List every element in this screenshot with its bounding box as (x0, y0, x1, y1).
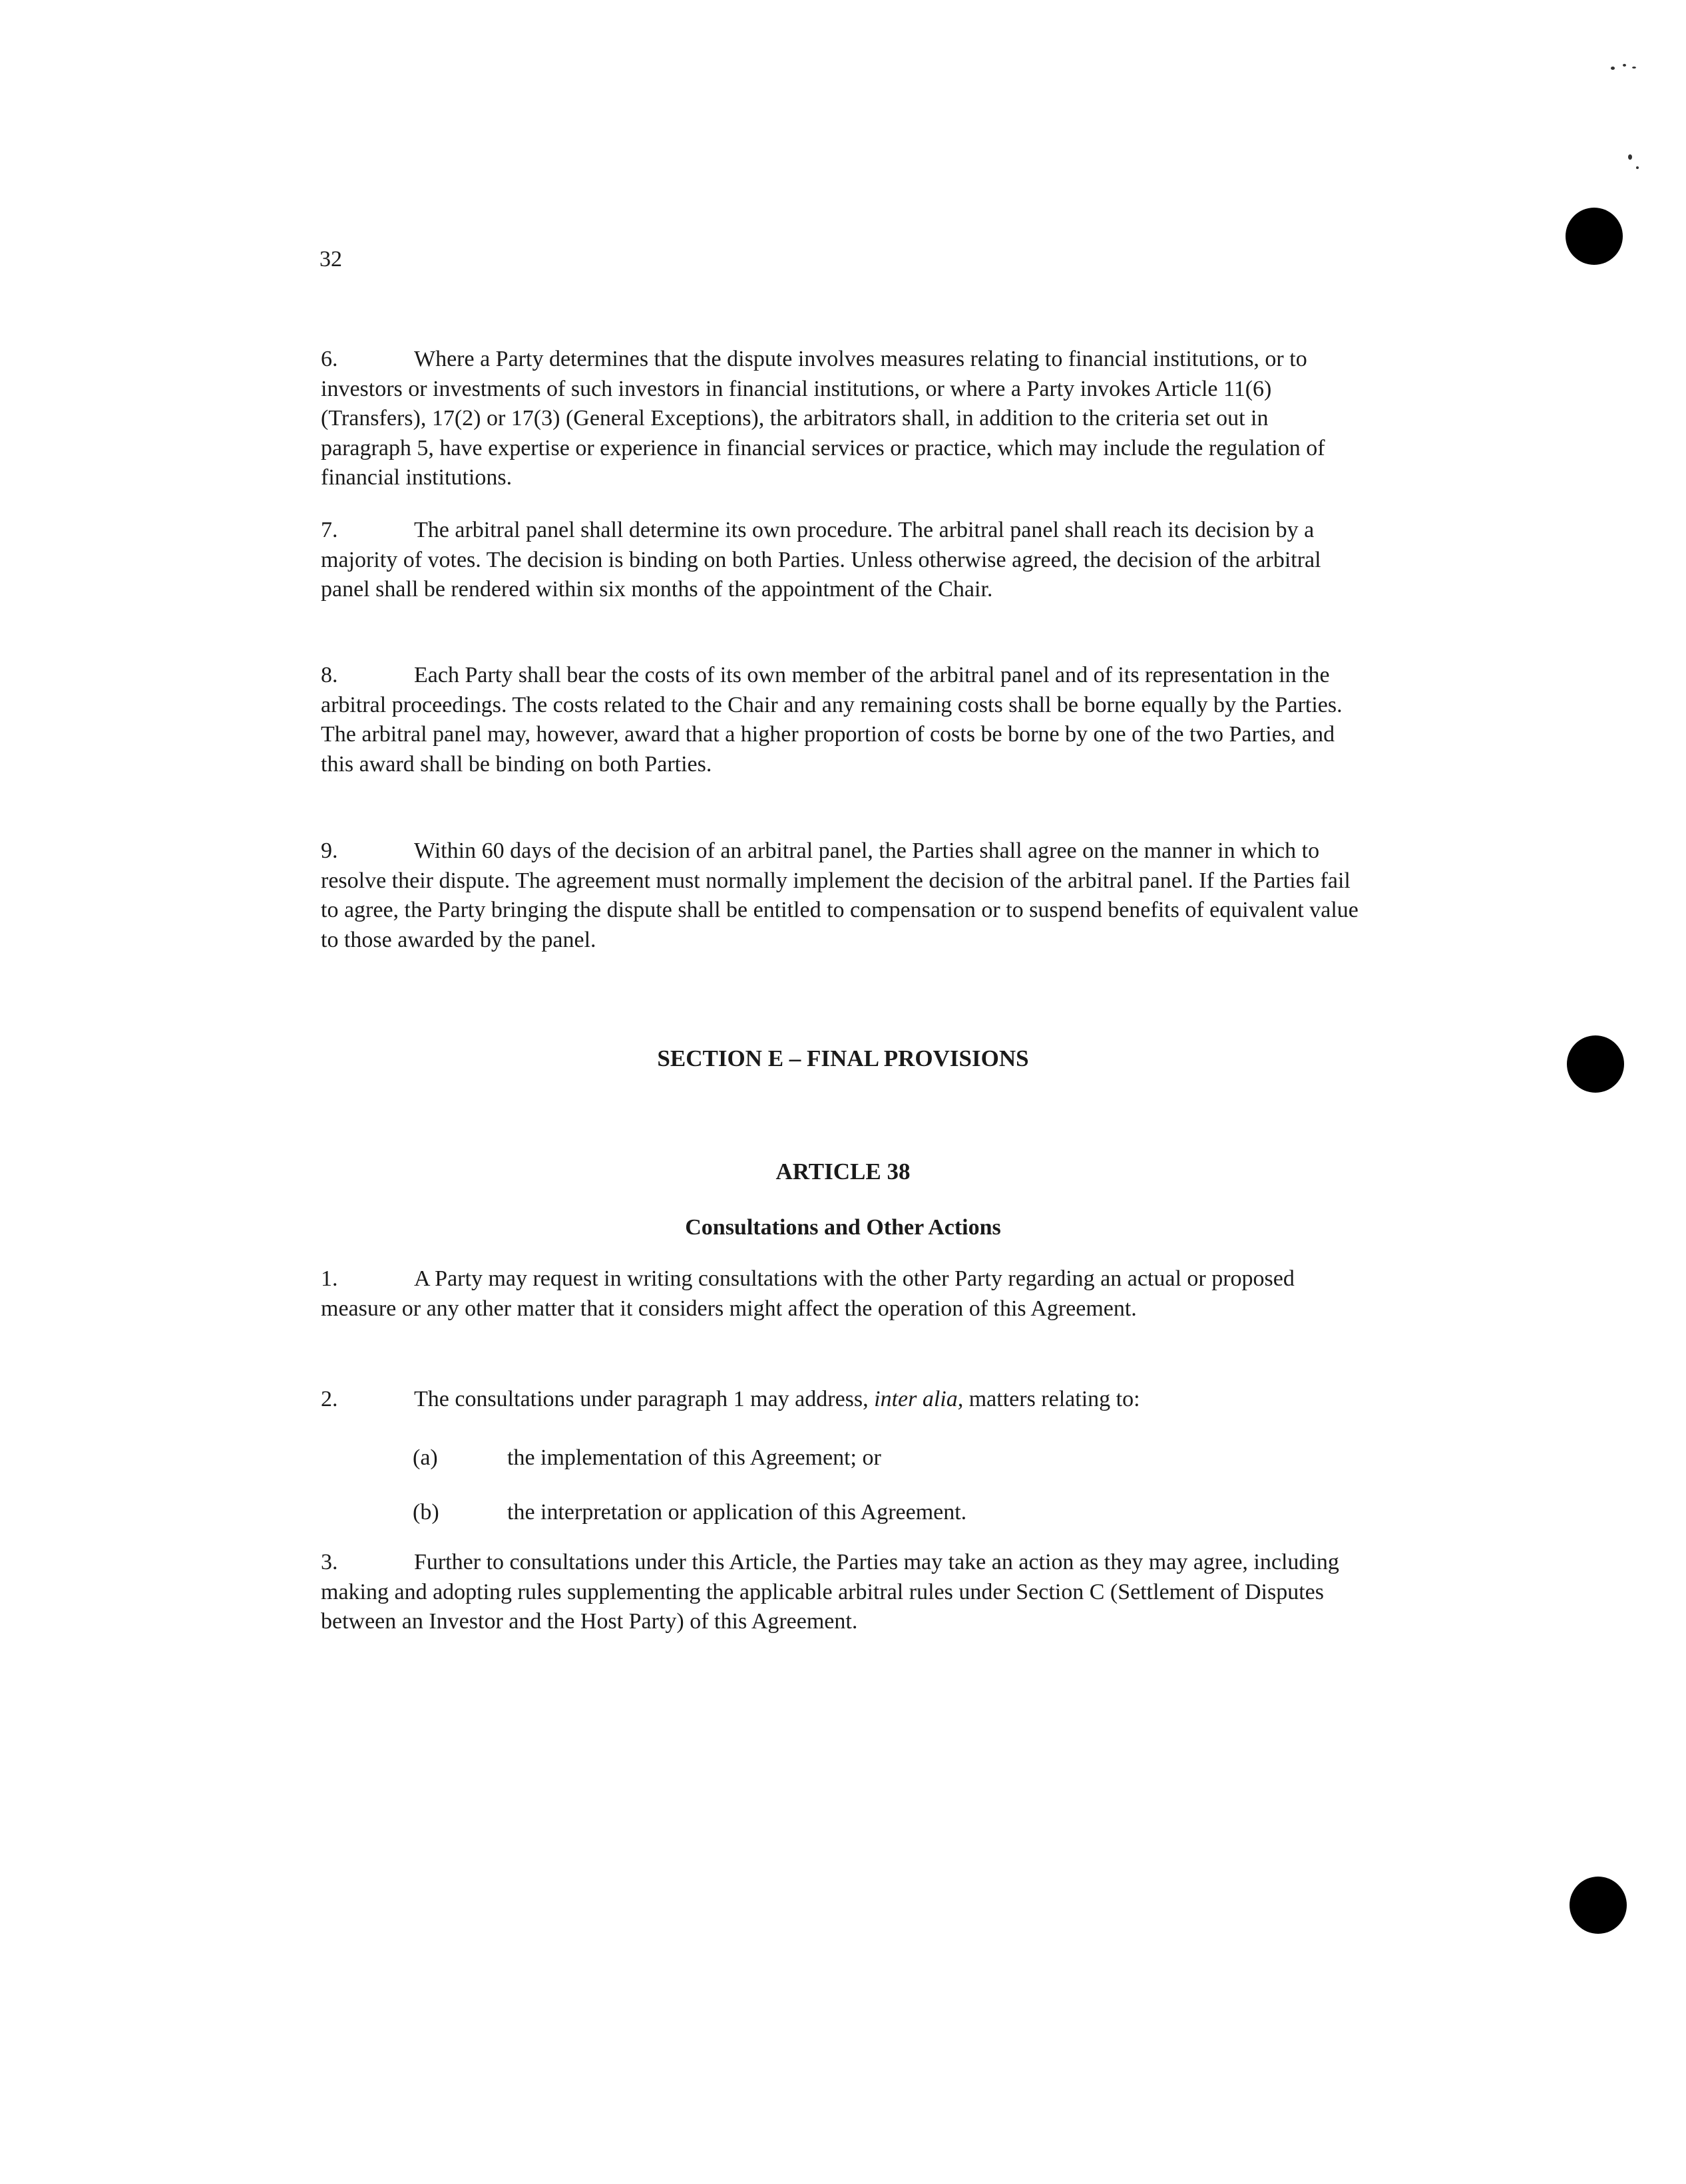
paragraph-text: Each Party shall bear the costs of its own member of the arbitral panel and of its representation in the arbitral proceedings. The costs related to the Chair and any remaining costs shall be borne equally by the Parties. The arbitral panel may, however, award that a higher proportion of costs be borne by one of the two Parties, and this award shall be binding on both Parties. (321, 663, 1343, 777)
paragraph-text-continued: matters relating to: (963, 1387, 1140, 1411)
paragraph-text: Where a Party determines that the dispute involves measures relating to financial institutions, or to investors or investments of such investors in financial institutions, or where a Party invokes Article 11(6) (Transfers), 17(2) or 17(3) (General Exceptions), the arbitrators shall, in addition to the criteria set out in paragraph 5, have expertise or experience in financial services or practice, which may include the regulation of financial institutions. (321, 347, 1325, 490)
sub-item-text: the implementation of this Agreement; or (507, 1445, 881, 1470)
paragraph-9 (321, 836, 1359, 955)
scan-speck (1632, 67, 1636, 69)
sub-item-b (413, 1501, 966, 1524)
sub-item-text: the interpretation or application of this Agreement. (507, 1500, 967, 1525)
paragraph-6 (321, 345, 1359, 493)
article-paragraph-1 (321, 1264, 1359, 1324)
paragraph-text: Further to consultations under this Article, the Parties may take an action as they may agree, including making and adopting rules supplementing the applicable arbitral rules under Section C (Settlement of Disputes between an Investor and the Host Party) of this Agreement. (321, 1550, 1339, 1634)
paragraph-text: The arbitral panel shall determine its own procedure. The arbitral panel shall reach its decision by a majority of votes. The decision is binding on both Parties. Unless otherwise agreed, the decision of the arbitral panel shall be rendered within six months of the appointment of the Chair. (321, 518, 1321, 602)
article-heading: ARTICLE 38 (775, 1159, 911, 1184)
sub-item-label: (b) (413, 1500, 439, 1525)
paragraph-number: 2. (321, 1387, 338, 1411)
paragraph-number: 9. (321, 838, 338, 863)
sub-item-label: (a) (413, 1445, 438, 1470)
paragraph-number: 6. (321, 347, 338, 371)
latin-phrase: inter alia, (874, 1387, 964, 1411)
sub-item-a (413, 1447, 881, 1469)
punch-hole (1567, 1035, 1624, 1093)
scan-speck (1628, 154, 1632, 160)
scan-speck (1623, 64, 1626, 67)
paragraph-number: 7. (321, 518, 338, 542)
paragraph-text: Within 60 days of the decision of an arbitral panel, the Parties shall agree on the manner in which to resolve their dispute. The agreement must normally implement the decision of the arbitral panel. If the Parties fail to agree, the Party bringing the dispute shall be entitled to compensation or to suspend benefits of equivalent value to those awarded by the panel. (321, 838, 1359, 952)
paragraph-text: A Party may request in writing consultations with the other Party regarding an actual or proposed measure or any other matter that it considers might affect the operation of this Agreement. (321, 1266, 1295, 1321)
paragraph-text: The consultations under paragraph 1 may address, (414, 1387, 875, 1411)
paragraph-7 (321, 516, 1359, 605)
scan-speck (1611, 67, 1615, 70)
article-paragraph-3 (321, 1548, 1359, 1637)
article-title: Consultations and Other Actions (685, 1215, 1001, 1240)
page-number: 32 (319, 247, 342, 272)
scan-speck (1636, 166, 1639, 169)
paragraph-8 (321, 661, 1359, 779)
paragraph-number: 3. (321, 1550, 338, 1574)
punch-hole (1566, 208, 1623, 265)
punch-hole (1570, 1877, 1627, 1934)
section-heading: SECTION E – FINAL PROVISIONS (657, 1045, 1029, 1071)
paragraph-number: 8. (321, 663, 338, 687)
paragraph-number: 1. (321, 1266, 338, 1291)
article-paragraph-2 (321, 1385, 1359, 1415)
